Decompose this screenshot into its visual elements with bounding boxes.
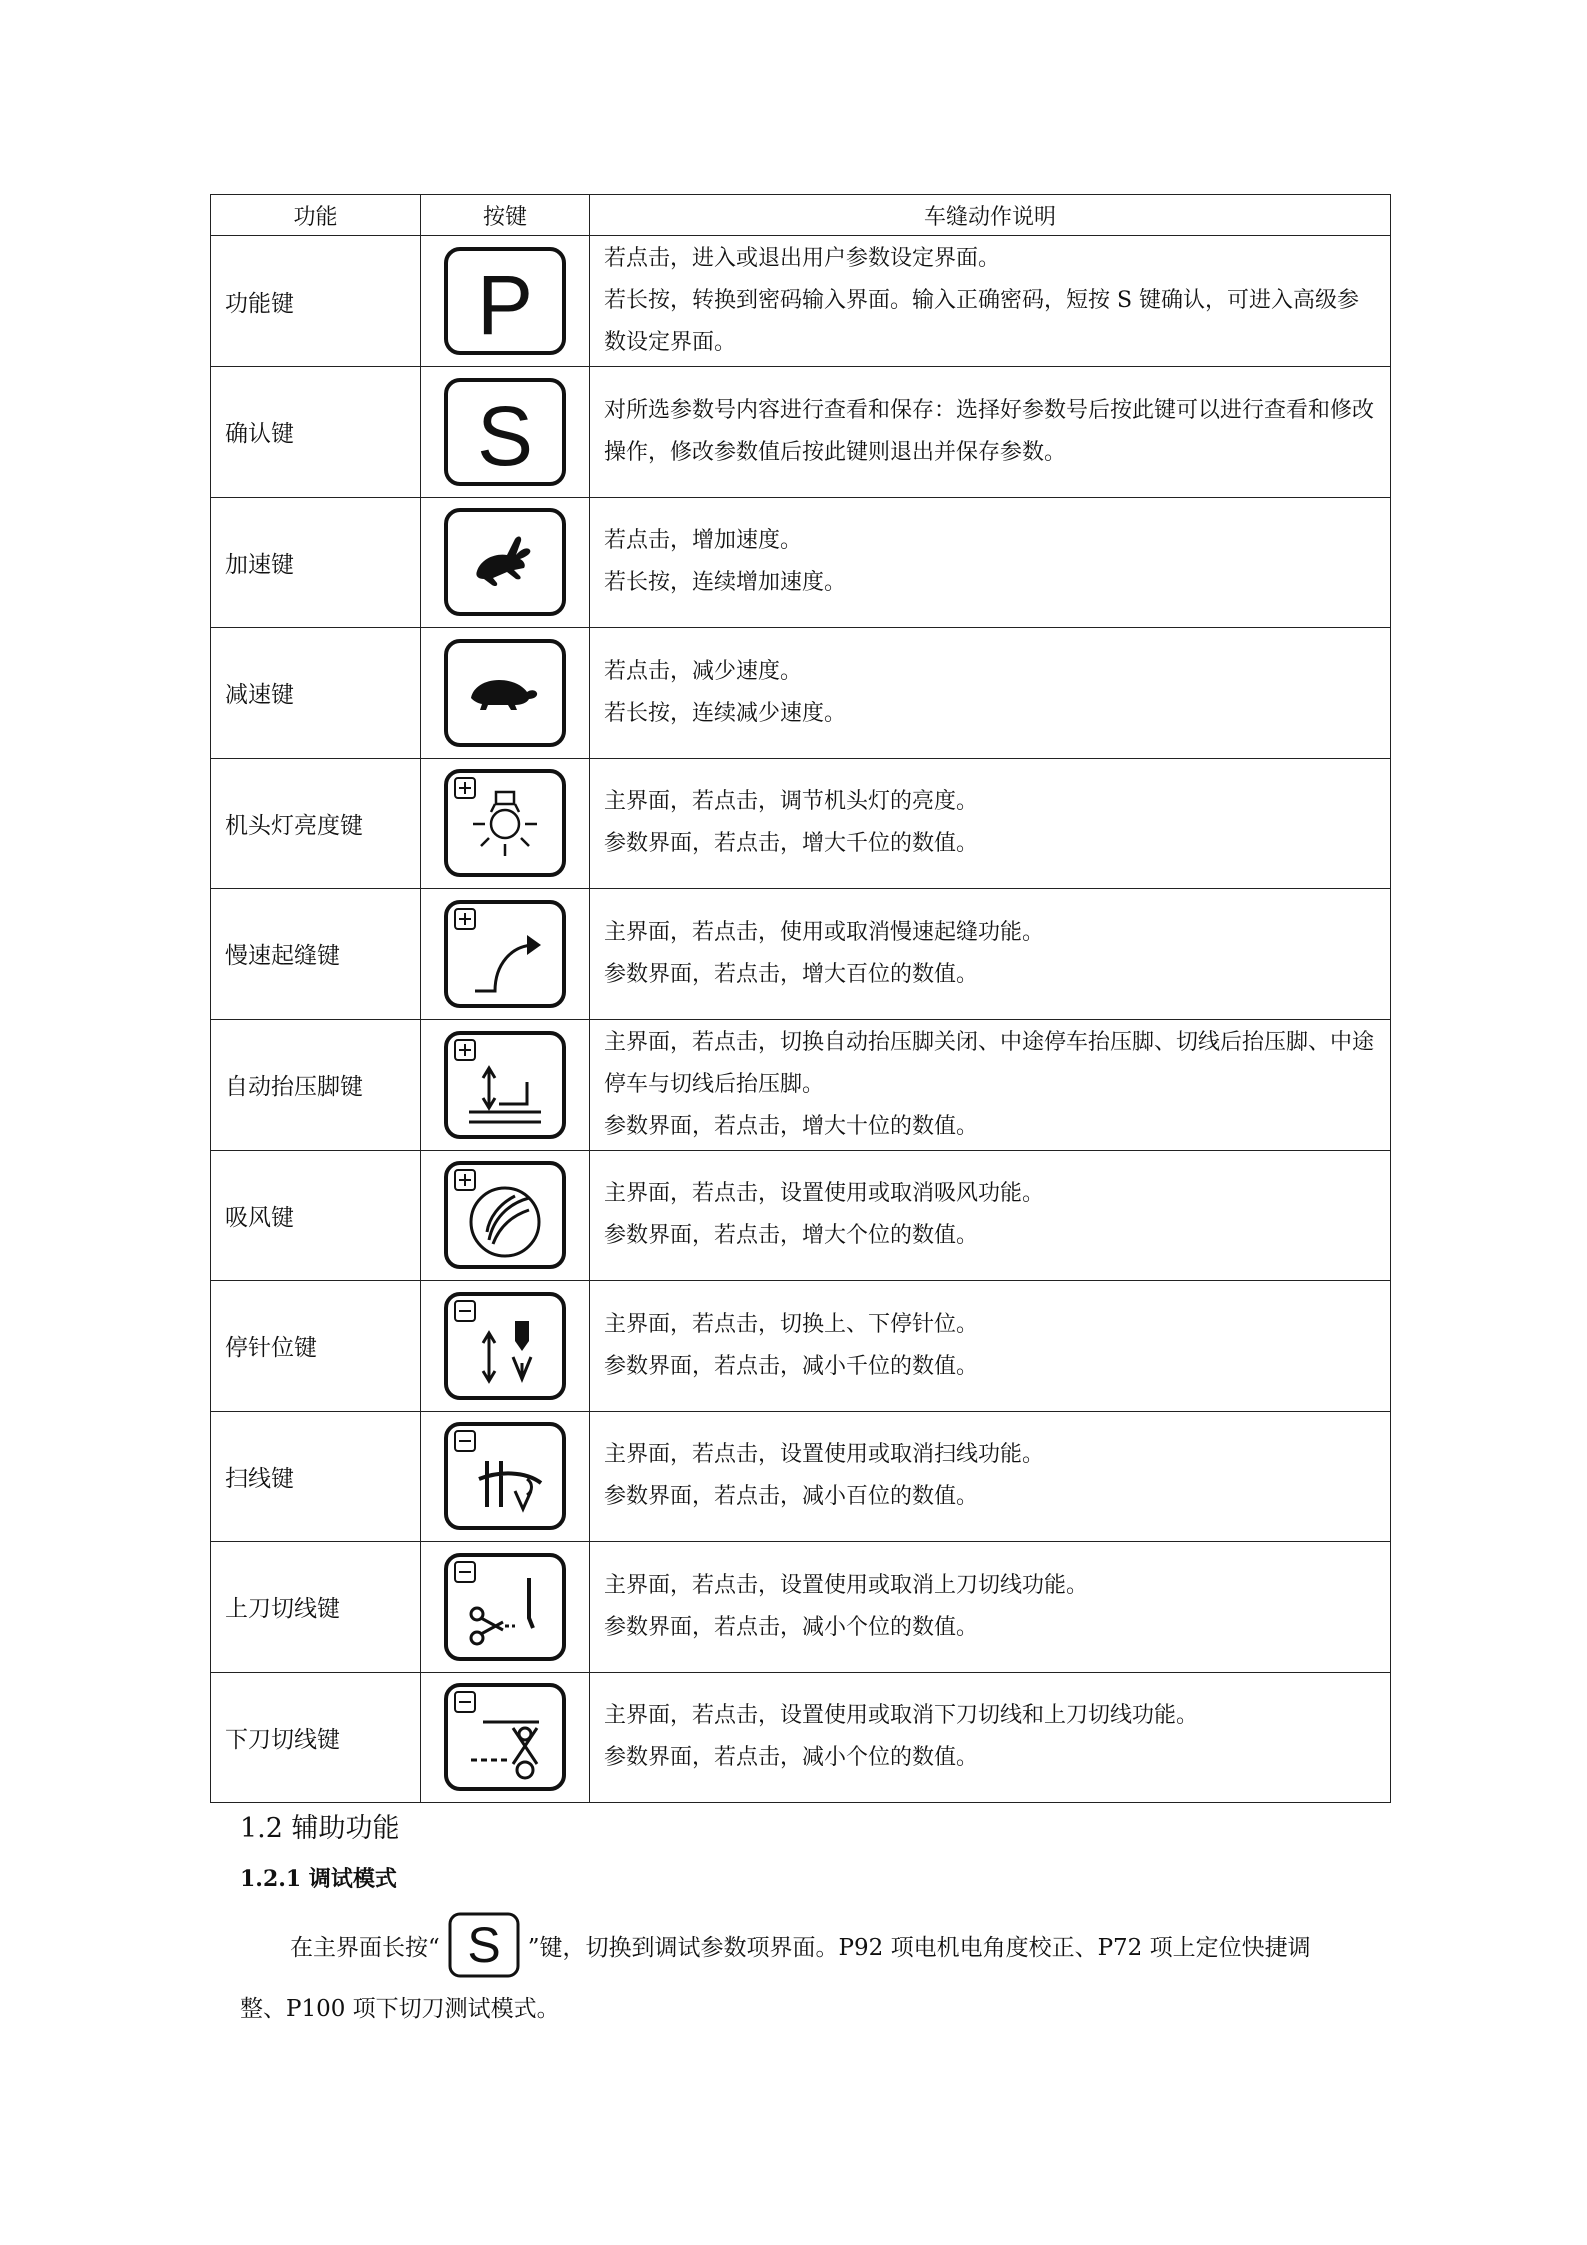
function-name: 下刀切线键 — [211, 1672, 421, 1803]
key-cell — [421, 1281, 590, 1412]
function-name: 确认键 — [211, 367, 421, 498]
key-cell — [421, 889, 590, 1020]
description-line: 参数界面，若点击，减小个位的数值。 — [604, 1614, 979, 1640]
key-cell — [421, 367, 590, 498]
function-name: 加速键 — [211, 497, 421, 628]
paragraph-line-2: 整、P100 项下切刀测试模式。 — [240, 1996, 560, 2022]
key-cell — [421, 1019, 590, 1150]
function-name: 自动抬压脚键 — [211, 1019, 421, 1150]
description-cell — [590, 628, 1391, 759]
upper-trim-icon — [443, 1552, 567, 1662]
description-cell — [590, 497, 1391, 628]
table-row — [211, 1150, 1391, 1281]
description-line: 主界面，若点击，使用或取消慢速起缝功能。 — [604, 919, 1045, 945]
table-row — [211, 1542, 1391, 1673]
description-cell — [590, 758, 1391, 889]
description-cell — [590, 1150, 1391, 1281]
presser-foot-icon — [443, 1030, 567, 1140]
paragraph-line-1 — [240, 1905, 1420, 1985]
key-cell — [421, 1411, 590, 1542]
function-name: 停针位键 — [211, 1281, 421, 1412]
lamp-icon — [443, 768, 567, 878]
table-row — [211, 889, 1391, 1020]
svg-text:S: S — [476, 388, 534, 483]
description-cell — [590, 236, 1391, 367]
description-line: 主界面，若点击，设置使用或取消吸风功能。 — [604, 1181, 1045, 1207]
description-line: 参数界面，若点击，减小个位的数值。 — [604, 1745, 979, 1771]
description-line: 若点击，减少速度。 — [604, 658, 803, 684]
key-cell — [421, 497, 590, 628]
key-cell — [421, 236, 590, 367]
table-row — [211, 1411, 1391, 1542]
turtle-icon — [443, 638, 567, 748]
description-line: 若长按，连续增加速度。 — [604, 570, 847, 596]
key-function-table — [210, 194, 1391, 1803]
description-line: 参数界面，若点击，增大十位的数值。 — [604, 1113, 979, 1139]
description-line: 主界面，若点击，设置使用或取消上刀切线功能。 — [604, 1572, 1089, 1598]
rabbit-icon — [443, 507, 567, 617]
needle-stop-icon — [443, 1291, 567, 1401]
lower-trim-icon — [443, 1682, 567, 1792]
description-line: 参数界面，若点击，减小百位的数值。 — [604, 1484, 979, 1510]
key-cell — [421, 1542, 590, 1673]
description-line: 参数界面，若点击，增大个位的数值。 — [604, 1223, 979, 1249]
table-row — [211, 236, 1391, 367]
function-name: 慢速起缝键 — [211, 889, 421, 1020]
description-line: 若点击，增加速度。 — [604, 528, 803, 554]
table-row — [211, 628, 1391, 759]
description-cell — [590, 1281, 1391, 1412]
subsection-heading: 1.2.1 调试模式 — [240, 1866, 397, 1892]
table-row — [211, 1281, 1391, 1412]
slow-start-icon — [443, 899, 567, 1009]
description-line: 主界面，若点击，设置使用或取消下刀切线和上刀切线功能。 — [604, 1703, 1199, 1729]
function-name: 机头灯亮度键 — [211, 758, 421, 889]
description-cell — [590, 889, 1391, 1020]
table-row — [211, 1019, 1391, 1150]
paragraph-text-before: 在主界面长按“ — [290, 1934, 440, 1961]
s-key-icon — [443, 377, 567, 487]
section-heading: 1.2 辅助功能 — [240, 1813, 400, 1844]
p-key-icon — [443, 246, 567, 356]
description-line: 参数界面，若点击，减小千位的数值。 — [604, 1353, 979, 1379]
s-key-inline-icon — [446, 1910, 522, 1980]
description-line: 主界面，若点击，切换上、下停针位。 — [604, 1311, 979, 1337]
header-function: 功能 — [211, 195, 421, 236]
description-cell — [590, 1019, 1391, 1150]
table-row — [211, 1672, 1391, 1803]
description-cell — [590, 367, 1391, 498]
description-line: 若长按，连续减少速度。 — [604, 700, 847, 726]
key-cell — [421, 1150, 590, 1281]
function-name: 吸风键 — [211, 1150, 421, 1281]
wiper-icon — [443, 1421, 567, 1531]
function-name: 上刀切线键 — [211, 1542, 421, 1673]
table-header-row — [211, 195, 1391, 236]
table-row — [211, 367, 1391, 498]
key-cell — [421, 628, 590, 759]
function-name: 减速键 — [211, 628, 421, 759]
key-cell — [421, 758, 590, 889]
description-line: 参数界面，若点击，增大百位的数值。 — [604, 961, 979, 987]
header-description: 车缝动作说明 — [590, 195, 1391, 236]
description-cell — [590, 1411, 1391, 1542]
suction-icon — [443, 1160, 567, 1270]
description-cell — [590, 1672, 1391, 1803]
table-row — [211, 497, 1391, 628]
table-row — [211, 758, 1391, 889]
key-cell — [421, 1672, 590, 1803]
description-line: 主界面，若点击，切换自动抬压脚关闭、中途停车抬压脚、切线后抬压脚、中途停车与切线后抬压脚。 — [604, 1029, 1375, 1097]
svg-text:P: P — [476, 258, 534, 352]
function-name: 功能键 — [211, 236, 421, 367]
header-key: 按键 — [421, 195, 590, 236]
description-line: 若长按，转换到密码输入界面。输入正确密码，短按 S 键确认，可进入高级参数设定界面。 — [604, 288, 1360, 355]
description-line: 主界面，若点击，调节机头灯的亮度。 — [604, 789, 979, 815]
description-line: 对所选参数号内容进行查看和保存：选择好参数号后按此键可以进行查看和修改操作，修改参数值后按此键则退出并保存参数。 — [604, 397, 1375, 465]
description-line: 主界面，若点击，设置使用或取消扫线功能。 — [604, 1442, 1045, 1468]
function-name: 扫线键 — [211, 1411, 421, 1542]
description-cell — [590, 1542, 1391, 1673]
description-line: 若点击，进入或退出用户参数设定界面。 — [604, 246, 1001, 271]
description-line: 参数界面，若点击，增大千位的数值。 — [604, 831, 979, 857]
paragraph-text-after: ”键，切换到调试参数项界面。P92 项电机电角度校正、P72 项上定位快捷调 — [527, 1934, 1311, 1961]
svg-text:S: S — [467, 1917, 501, 1973]
